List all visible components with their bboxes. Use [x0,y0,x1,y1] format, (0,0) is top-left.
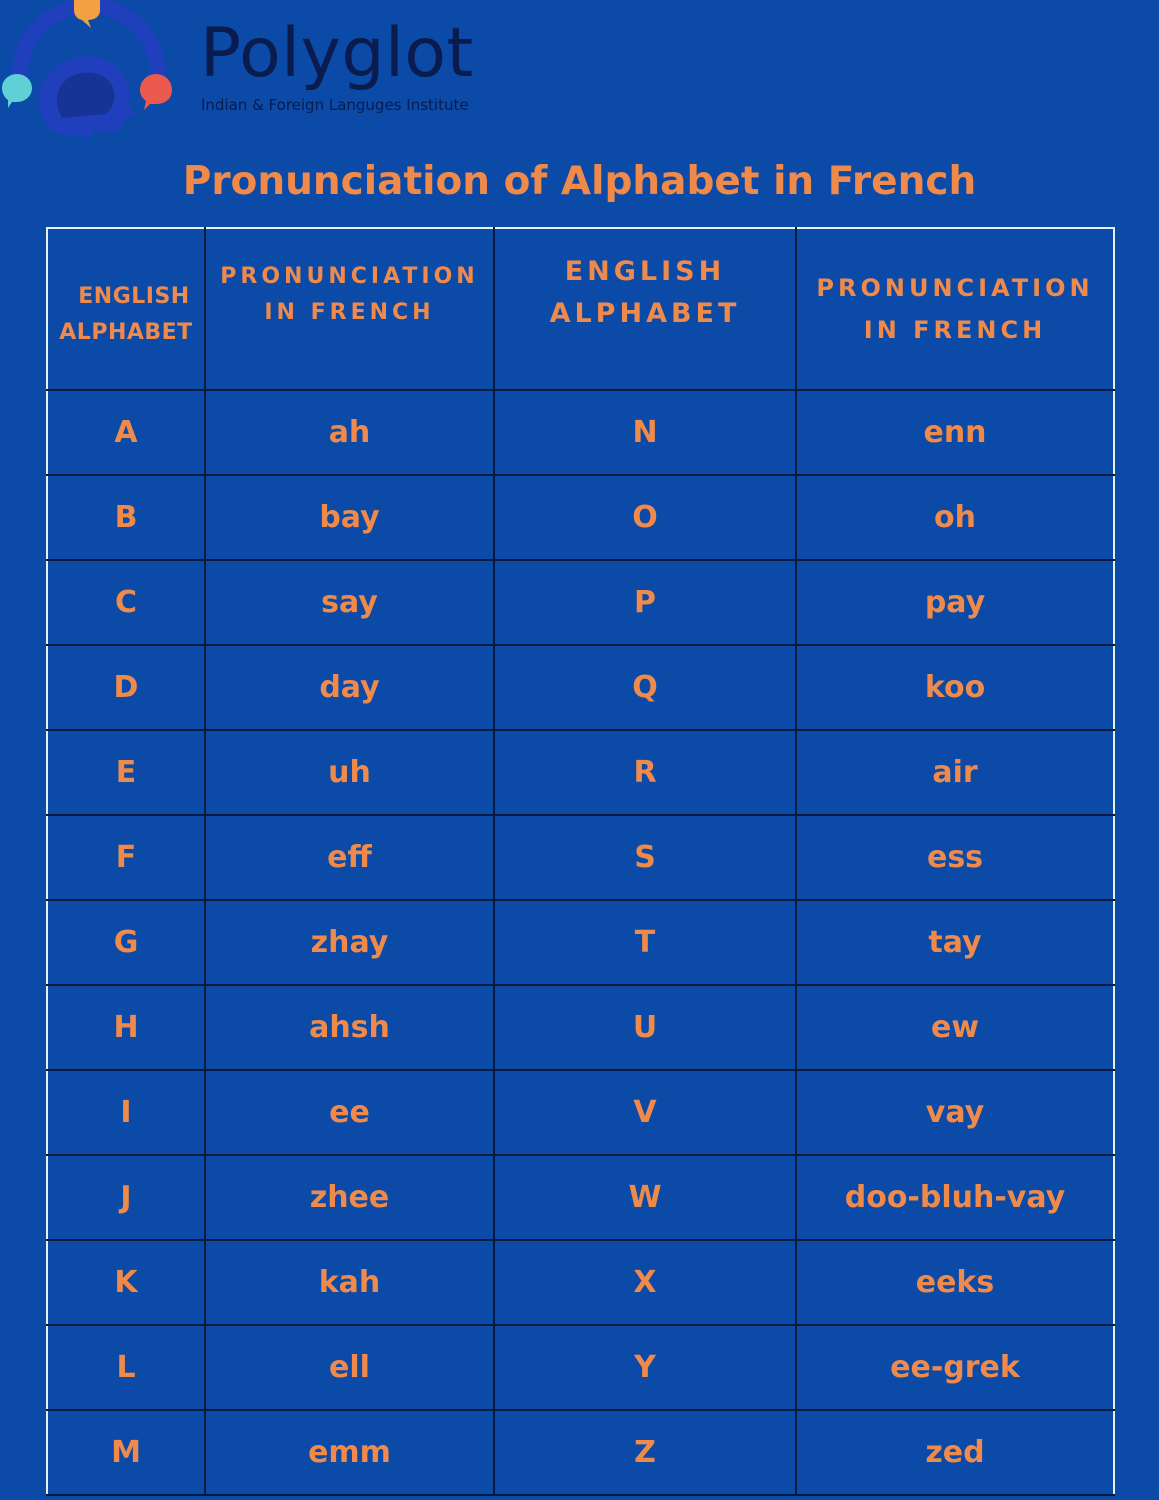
cell-letter: D [47,645,205,730]
cell-pronunciation: koo [796,645,1114,730]
header-line: ENGLISH [564,256,726,287]
table-row [47,390,1114,475]
table-row [47,815,1114,900]
table-row [47,1155,1114,1240]
table-header-row [47,228,1114,390]
cell-pronunciation: day [205,645,494,730]
cell-pronunciation: zhee [205,1155,494,1240]
cell-pronunciation: zhay [205,900,494,985]
cell-letter: Q [494,645,796,730]
cell-pronunciation: eeks [796,1240,1114,1325]
cell-letter: P [494,560,796,645]
cell-letter: V [494,1070,796,1155]
table-row [47,475,1114,560]
cell-letter: B [47,475,205,560]
cell-letter: N [494,390,796,475]
header-line: IN FRENCH [863,316,1047,344]
cell-letter: L [47,1325,205,1410]
cell-pronunciation: zed [796,1410,1114,1495]
header-line: ENGLISH [78,284,190,309]
brand-logo [0,0,600,150]
header-line: IN FRENCH [264,300,435,325]
cell-pronunciation: ew [796,985,1114,1070]
cell-letter: T [494,900,796,985]
cell-letter: E [47,730,205,815]
table-row [47,1325,1114,1410]
cell-pronunciation: ahsh [205,985,494,1070]
page-title: Pronunciation of Alphabet in French [182,159,977,204]
header-pronunciation-1 [205,228,494,390]
cell-letter: G [47,900,205,985]
cell-pronunciation: oh [796,475,1114,560]
cell-letter: Y [494,1325,796,1410]
cell-letter: Z [494,1410,796,1495]
cell-letter: W [494,1155,796,1240]
cell-pronunciation: enn [796,390,1114,475]
cell-letter: H [47,985,205,1070]
cell-letter: O [494,475,796,560]
header-line: ALPHABET [549,298,741,329]
table-row [47,900,1114,985]
cell-pronunciation: ess [796,815,1114,900]
cell-pronunciation: eff [205,815,494,900]
cell-pronunciation: say [205,560,494,645]
cell-letter: F [47,815,205,900]
cell-pronunciation: tay [796,900,1114,985]
header-pronunciation-2 [796,228,1114,390]
header-line: PRONUNCIATION [220,264,479,289]
cell-letter: I [47,1070,205,1155]
cell-pronunciation: ee-grek [796,1325,1114,1410]
cell-letter: S [494,815,796,900]
polyglot-logo-icon [0,0,190,150]
cell-pronunciation: ah [205,390,494,475]
table-row [47,1240,1114,1325]
brand-name: Polyglot [200,14,474,93]
cell-letter: U [494,985,796,1070]
cell-pronunciation: vay [796,1070,1114,1155]
cell-pronunciation: doo-bluh-vay [796,1155,1114,1240]
cell-letter: C [47,560,205,645]
cell-pronunciation: pay [796,560,1114,645]
cell-pronunciation: air [796,730,1114,815]
table-row [47,560,1114,645]
cell-letter: J [47,1155,205,1240]
table-row [47,985,1114,1070]
cell-letter: R [494,730,796,815]
header-english-alphabet-1 [47,228,205,390]
header-english-alphabet-2 [494,228,796,390]
cell-pronunciation: ee [205,1070,494,1155]
cell-letter: X [494,1240,796,1325]
header-line: PRONUNCIATION [816,274,1094,302]
table-row [47,730,1114,815]
cell-letter: M [47,1410,205,1495]
cell-letter: K [47,1240,205,1325]
cell-pronunciation: emm [205,1410,494,1495]
brand-tagline: Indian & Foreign Languges Institute [201,96,469,114]
cell-pronunciation: bay [205,475,494,560]
cell-pronunciation: ell [205,1325,494,1410]
header-line: ALPHABET [59,320,193,345]
alphabet-table [46,227,1115,1496]
cell-pronunciation: kah [205,1240,494,1325]
table-row [47,1410,1114,1495]
table-row [47,1070,1114,1155]
cell-letter: A [47,390,205,475]
cell-pronunciation: uh [205,730,494,815]
table-row [47,645,1114,730]
